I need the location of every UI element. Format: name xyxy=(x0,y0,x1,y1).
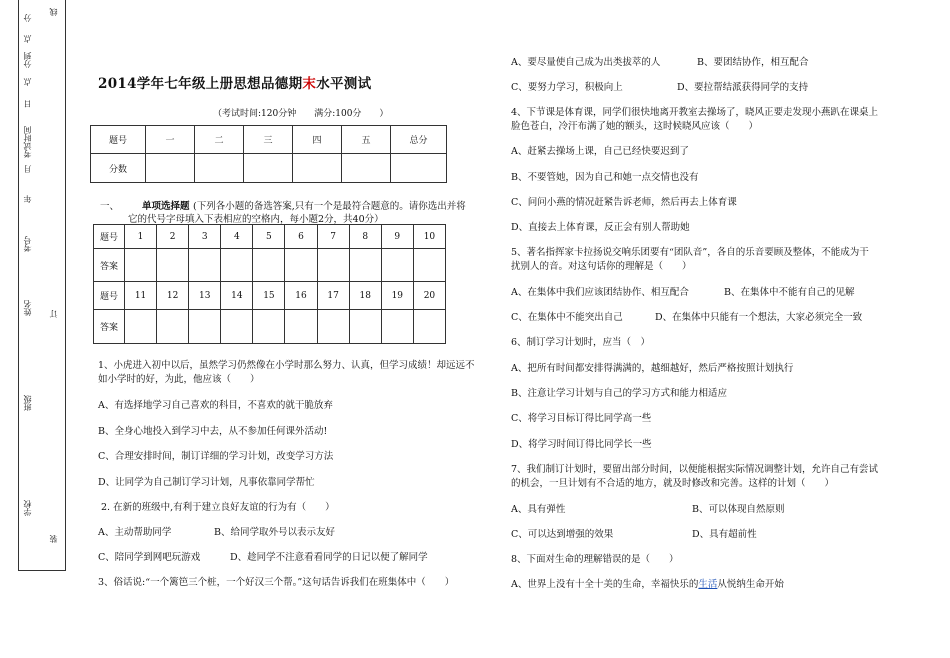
q4-option-b: B、不要管她，因为自己和她一点交情也没有 xyxy=(511,172,699,183)
answer-q-num: 3 xyxy=(189,225,221,249)
q5-stem-line2: 扰别人的音。对这句话你的理解是（ ） xyxy=(511,261,692,272)
score-cell[interactable] xyxy=(244,154,293,183)
answer-a-label: 答案 xyxy=(94,310,125,344)
score-cell[interactable] xyxy=(146,154,195,183)
score-header-cell: 一 xyxy=(146,126,195,154)
binding-seat-d: 点 xyxy=(23,78,32,86)
q3-option-c: C、要努力学习，积极向上 xyxy=(511,82,623,93)
exam-info: （考试时间:120分钟 满分:100分 ） xyxy=(213,109,389,119)
q8-option-a xyxy=(511,576,784,590)
answer-q-num: 18 xyxy=(349,282,381,310)
score-table xyxy=(90,125,447,183)
q6-option-b: B、注意让学习计划与自己的学习方式和能力相适应 xyxy=(511,388,727,399)
q1-stem-line2: 如小学时的好，为此，他应该（ ） xyxy=(98,374,260,385)
q2-stem: 2. 在新的班级中,有利于建立良好友谊的行为有（ ） xyxy=(101,502,335,513)
binding-day-label: 日 xyxy=(23,100,32,108)
q1-option-d: D、让同学为自己制订学习计划，凡事依靠同学帮忙 xyxy=(98,477,315,488)
answer-cell[interactable] xyxy=(221,249,253,282)
answer-cell[interactable] xyxy=(349,249,381,282)
answer-cell[interactable] xyxy=(221,310,253,344)
answer-cell[interactable] xyxy=(253,310,285,344)
answer-q-num: 17 xyxy=(317,282,349,310)
q3-option-a: A、要尽量使自己成为出类拔萃的人 xyxy=(511,57,661,68)
answer-q-label: 题号 xyxy=(94,225,125,249)
q6-option-d: D、将学习时间订得比同学长一些 xyxy=(511,439,652,450)
answer-cell[interactable] xyxy=(125,310,157,344)
answer-cell[interactable] xyxy=(189,249,221,282)
score-cell[interactable] xyxy=(195,154,244,183)
q2-option-c: C、陪同学到网吧玩游戏 xyxy=(98,552,201,563)
q5-option-a: A、在集体中我们应该团结协作、相互配合 xyxy=(511,287,689,298)
q3-option-b: B、要团结协作，相互配合 xyxy=(697,57,809,68)
answer-q-num: 15 xyxy=(253,282,285,310)
binding-month-label: 月 xyxy=(23,165,32,173)
score-cell[interactable] xyxy=(293,154,342,183)
answer-cell[interactable] xyxy=(317,249,349,282)
score-header-cell: 四 xyxy=(293,126,342,154)
q2-option-d: D、趁同学不注意看看同学的日记以便了解同学 xyxy=(230,552,428,563)
answer-q-num: 6 xyxy=(285,225,317,249)
binding-staple-char: 订 xyxy=(49,310,58,318)
answer-a-label: 答案 xyxy=(94,249,125,282)
answer-q-num: 5 xyxy=(253,225,285,249)
score-header-cell: 二 xyxy=(195,126,244,154)
section1-title: 单项选择题 xyxy=(142,201,190,212)
answer-cell[interactable] xyxy=(125,249,157,282)
q5-option-c: C、在集体中不能突出自己 xyxy=(511,312,623,323)
answer-cell[interactable] xyxy=(381,249,413,282)
binding-school-label: 学校 xyxy=(23,500,32,516)
answer-cell[interactable] xyxy=(317,310,349,344)
answer-cell[interactable] xyxy=(381,310,413,344)
binding-seat-b: 点 xyxy=(23,35,32,43)
q2-option-b: B、给同学取外号以表示友好 xyxy=(214,527,335,538)
answer-cell[interactable] xyxy=(157,310,189,344)
answer-cell[interactable] xyxy=(157,249,189,282)
answer-cell[interactable] xyxy=(253,249,285,282)
answer-q-num: 2 xyxy=(157,225,189,249)
binding-bind-char: 装 xyxy=(49,535,58,543)
q6-option-a: A、把所有时间都安排得满满的，越细越好，然后严格按照计划执行 xyxy=(511,363,794,374)
binding-exam-time-label: 考试时间 xyxy=(23,126,32,158)
score-cell[interactable] xyxy=(391,154,447,183)
q4-stem-line2: 脸色苍白，冷汗布满了她的额头，这时候晓风应该（ ） xyxy=(511,121,759,132)
score-header-cell: 五 xyxy=(342,126,391,154)
section1-desc-line2: 它的代号字母填入下表相应的空格内，每小题2分，共40分） xyxy=(128,214,384,225)
answer-q-num: 16 xyxy=(285,282,317,310)
answer-q-num: 13 xyxy=(189,282,221,310)
answer-q-num: 10 xyxy=(413,225,445,249)
q7-stem-line1: 7、我们制订计划时，要留出部分时间，以便能根据实际情况调整计划，允许自己有尝试 xyxy=(511,464,879,475)
binding-seat-a: 分 xyxy=(23,14,32,22)
answer-q-num: 19 xyxy=(381,282,413,310)
q6-option-c: C、将学习目标订得比同学高一些 xyxy=(511,413,652,424)
binding-line-char: 线 xyxy=(49,8,58,16)
q3-option-d: D、要拉帮结派获得同学的支持 xyxy=(677,82,809,93)
answer-q-num: 12 xyxy=(157,282,189,310)
q4-stem-line1: 4、下节课是体育课，同学们很快地离开教室去操场了，晓风正要走发现小燕趴在课桌上 xyxy=(511,107,879,118)
title-part2: 水平测试 xyxy=(316,76,372,92)
answer-cell[interactable] xyxy=(413,249,445,282)
q1-option-c: C、合理安排时间，制订详细的学习计划，改变学习方法 xyxy=(98,451,334,462)
binding-class-label: 班级 xyxy=(23,395,32,411)
score-header-cell: 题号 xyxy=(91,126,146,154)
q4-option-a: A、赶紧去操场上课，自己已经快要迟到了 xyxy=(511,146,689,157)
page-title xyxy=(98,72,371,92)
answer-q-num: 7 xyxy=(317,225,349,249)
answer-q-num: 20 xyxy=(413,282,445,310)
answer-q-num: 9 xyxy=(381,225,413,249)
q4-option-d: D、直接去上体育课，反正会有别人帮助她 xyxy=(511,222,690,233)
q4-option-c: C、问问小燕的情况赶紧告诉老师，然后再去上体育课 xyxy=(511,197,737,208)
life-link[interactable]: 生活 xyxy=(698,579,718,590)
answer-cell[interactable] xyxy=(413,310,445,344)
q5-option-d: D、在集体中只能有一个想法，大家必须完全一致 xyxy=(655,312,863,323)
q1-option-b: B、全身心地投入到学习中去，从不参加任何课外活动! xyxy=(98,426,328,437)
q8-option-a-text2: 从悦纳生命开始 xyxy=(717,579,784,590)
score-header-cell: 总分 xyxy=(391,126,447,154)
answer-q-num: 1 xyxy=(125,225,157,249)
answer-q-label: 题号 xyxy=(94,282,125,310)
answer-cell[interactable] xyxy=(349,310,381,344)
q5-option-b: B、在集体中不能有自己的见解 xyxy=(724,287,855,298)
answer-q-num: 11 xyxy=(125,282,157,310)
binding-exam-no-label: 考号 xyxy=(23,236,32,252)
q7-option-d: D、具有超前性 xyxy=(692,529,757,540)
q2-option-a: A、主动帮助同学 xyxy=(98,527,172,538)
score-cell[interactable] xyxy=(342,154,391,183)
section1-number: 一、 xyxy=(100,201,120,212)
q8-option-a-text1: A、世界上没有十全十美的生命，幸福快乐的 xyxy=(511,579,699,590)
binding-seat-c: 分到 xyxy=(23,52,32,68)
answer-q-num: 8 xyxy=(349,225,381,249)
title-red-char: 末 xyxy=(302,76,317,92)
q5-stem-line1: 5、著名指挥家卡拉扬说交响乐团要有“团队音”，各自的乐音要顾及整体，不能成为干 xyxy=(511,247,869,258)
score-header-cell: 三 xyxy=(244,126,293,154)
q1-stem-line1: 1、小虎进入初中以后，虽然学习仍然像在小学时那么努力、认真，但学习成绩！却远远不 xyxy=(98,360,475,371)
answer-cell[interactable] xyxy=(285,249,317,282)
answer-q-num: 14 xyxy=(221,282,253,310)
q7-option-c: C、可以达到增强的效果 xyxy=(511,529,614,540)
q7-option-b: B、可以体现自然原则 xyxy=(692,504,785,515)
answer-cell[interactable] xyxy=(285,310,317,344)
q7-stem-line2: 的机会，一旦计划有不合适的地方，就及时修改和完善。这样的计划（ ） xyxy=(511,478,835,489)
q7-option-a: A、具有弹性 xyxy=(511,504,566,515)
answer-q-num: 4 xyxy=(221,225,253,249)
title-part1: 2014学年七年级上册思想品德期 xyxy=(98,76,303,92)
binding-year-label: 年 xyxy=(23,195,32,203)
answer-table xyxy=(93,224,446,344)
q3-stem: 3、俗话说:“一个篱笆三个桩，一个好汉三个帮。”这句话告诉我们在班集体中（ ） xyxy=(98,577,455,588)
q6-stem: 6、制订学习计划时，应当（ ） xyxy=(511,337,651,348)
score-row-label: 分数 xyxy=(91,154,146,183)
answer-cell[interactable] xyxy=(189,310,221,344)
q8-stem: 8、下面对生命的理解错误的是（ ） xyxy=(511,554,679,565)
binding-name-label: 姓名 xyxy=(23,300,32,316)
section1-desc-line1: (下列各小题的备选答案,只有一个是最符合题意的。请你选出并将 xyxy=(193,201,466,212)
q1-option-a: A、有选择地学习自己喜欢的科目，不喜欢的就干脆放弃 xyxy=(98,400,333,411)
